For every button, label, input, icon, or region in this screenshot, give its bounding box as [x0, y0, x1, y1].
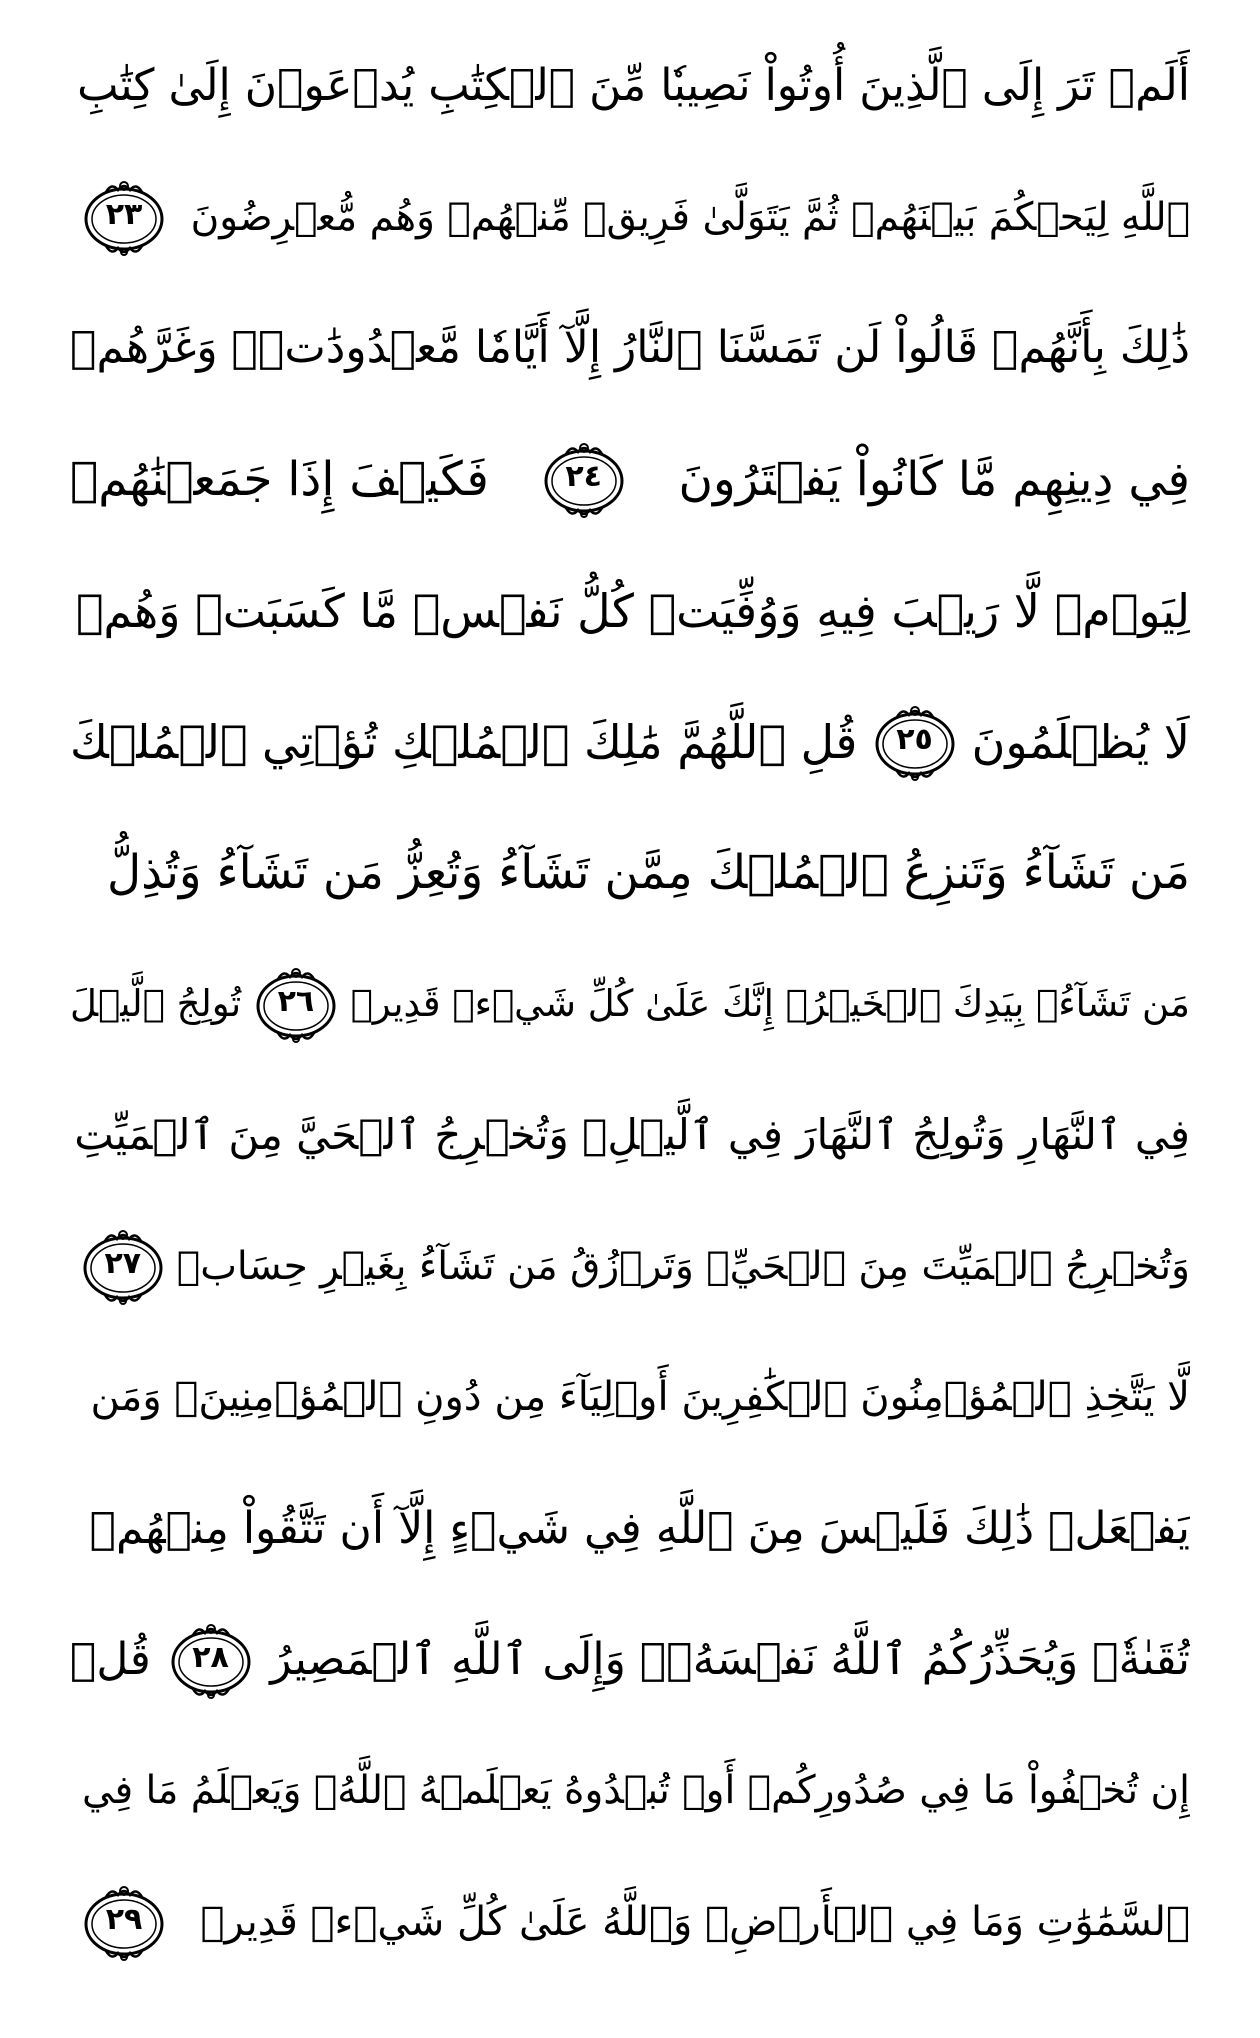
verse-text: أَلَمۡ تَرَ إِلَى ٱلَّذِينَ أُوتُواْ نَصِيبٗا مِّنَ ٱلۡكِتَٰبِ يُدۡعَوۡنَ إِلَىٰ كِتَٰبِ [77, 60, 1190, 111]
verse-text: تُقَىٰةٗۗ وَيُحَذِّرُكُمُ ٱللَّهُ نَفۡسَهُۥۗ وَإِلَى ٱللَّهِ ٱلۡمَصِيرُ [270, 1633, 1190, 1685]
ayah-number: ٢٧ [104, 1246, 142, 1282]
verse-lines [70, 30, 1190, 1978]
verse-line [70, 1210, 1190, 1322]
verse-text: تُولِجُ ٱلَّيۡلَ [70, 982, 242, 1026]
verse-line [70, 1079, 1190, 1191]
verse-line [70, 1473, 1190, 1585]
verse-text: قُلۡ [70, 1633, 151, 1685]
ayah-number: ٢٥ [896, 721, 933, 757]
verse-text: مَن تَشَآءُ وَتَنزِعُ ٱلۡمُلۡكَ مِمَّن تَشَآءُ وَتُعِزُّ مَن تَشَآءُ وَتُذِلُّ [107, 845, 1190, 901]
ayah-number: ٢٣ [105, 197, 143, 233]
verse-text: لَا يُظۡلَمُونَ [971, 714, 1190, 769]
ayah-number: ٢٩ [105, 1901, 143, 1937]
ayah-end-marker-icon [76, 178, 172, 256]
verse-line [70, 1866, 1190, 1978]
verse-text: فِي ٱلنَّهَارِ وَتُولِجُ ٱلنَّهَارَ فِي ٱلَّيۡلِۖ وَتُخۡرِجُ ٱلۡحَيَّ مِنَ ٱلۡمَيِّتِ [74, 1110, 1190, 1160]
verse-line [70, 161, 1190, 273]
ayah-end-marker-icon [75, 1227, 171, 1305]
ayah-end-marker-icon [163, 1621, 259, 1699]
ayah-end-marker-icon [248, 965, 344, 1043]
verse-text: وَتُخۡرِجُ ٱلۡمَيِّتَ مِنَ ٱلۡحَيِّۖ وَتَرۡزُقُ مَن تَشَآءُ بِغَيۡرِ حِسَابٖ [176, 1243, 1190, 1289]
verse-text: ذَٰلِكَ بِأَنَّهُمۡ قَالُواْ لَن تَمَسَّنَا ٱلنَّارُ إِلَّآ أَيَّامٗا مَّعۡدُودَٰتٖۖ وَغَرَّهُمۡ [70, 322, 1190, 374]
ayah-end-marker-icon [76, 1883, 172, 1961]
verse-text: يَفۡعَلۡ ذَٰلِكَ فَلَيۡسَ مِنَ ٱللَّهِ فِي شَيۡءٍ إِلَّآ أَن تَتَّقُواْ مِنۡهُمۡ [89, 1502, 1190, 1554]
ayah-end-marker-icon [867, 703, 963, 781]
verse-line [70, 423, 1190, 535]
verse-text: ٱللَّهِ لِيَحۡكُمَ بَيۡنَهُمۡ ثُمَّ يَتَوَلَّىٰ فَرِيقٞ مِّنۡهُمۡ وَهُم مُّعۡرِضُونَ [190, 194, 1190, 240]
verse-text: فِي دِينِهِم مَّا كَانُواْ يَفۡتَرُونَ [678, 451, 1190, 507]
verse-line [70, 817, 1190, 929]
verse-line [70, 948, 1190, 1060]
ayah-number: ٢٤ [565, 459, 602, 495]
verse-text: إِن تُخۡفُواْ مَا فِي صُدُورِكُمۡ أَوۡ تُبۡدُوهُ يَعۡلَمۡهُ ٱللَّهُۗ وَيَعۡلَمُ مَا فِي [82, 1768, 1190, 1814]
ayah-number: ٢٦ [277, 983, 315, 1019]
verse-text: لِيَوۡمٖ لَّا رَيۡبَ فِيهِ وَوُفِّيَتۡ كُلُّ نَفۡسٖ مَّا كَسَبَتۡ وَهُمۡ [75, 583, 1190, 638]
verse-line [70, 1735, 1190, 1847]
verse-line [70, 1341, 1190, 1453]
ayah-end-marker-icon [536, 440, 632, 518]
verse-text: فَكَيۡفَ إِذَا جَمَعۡنَٰهُمۡ [70, 451, 489, 507]
verse-line [70, 292, 1190, 404]
verse-line [70, 1604, 1190, 1716]
verse-text: ٱلسَّمَٰوَٰتِ وَمَا فِي ٱلۡأَرۡضِۗ وَٱللَّهُ عَلَىٰ كُلِّ شَيۡءٖ قَدِيرٞ [200, 1898, 1190, 1945]
ayah-number: ٢٨ [192, 1639, 229, 1675]
verse-line [70, 686, 1190, 798]
verse-line [70, 555, 1190, 667]
verse-text: قُلِ ٱللَّهُمَّ مَٰلِكَ ٱلۡمُلۡكِ تُؤۡتِي ٱلۡمُلۡكَ [70, 714, 858, 769]
verse-text: لَّا يَتَّخِذِ ٱلۡمُؤۡمِنُونَ ٱلۡكَٰفِرِينَ أَوۡلِيَآءَ مِن دُونِ ٱلۡمُؤۡمِنِينَۖ وَمَن [90, 1374, 1190, 1421]
verse-line [70, 30, 1190, 142]
verse-text: مَن تَشَآءُۖ بِيَدِكَ ٱلۡخَيۡرُۖ إِنَّكَ عَلَىٰ كُلِّ شَيۡءٖ قَدِيرٞ [350, 982, 1190, 1026]
